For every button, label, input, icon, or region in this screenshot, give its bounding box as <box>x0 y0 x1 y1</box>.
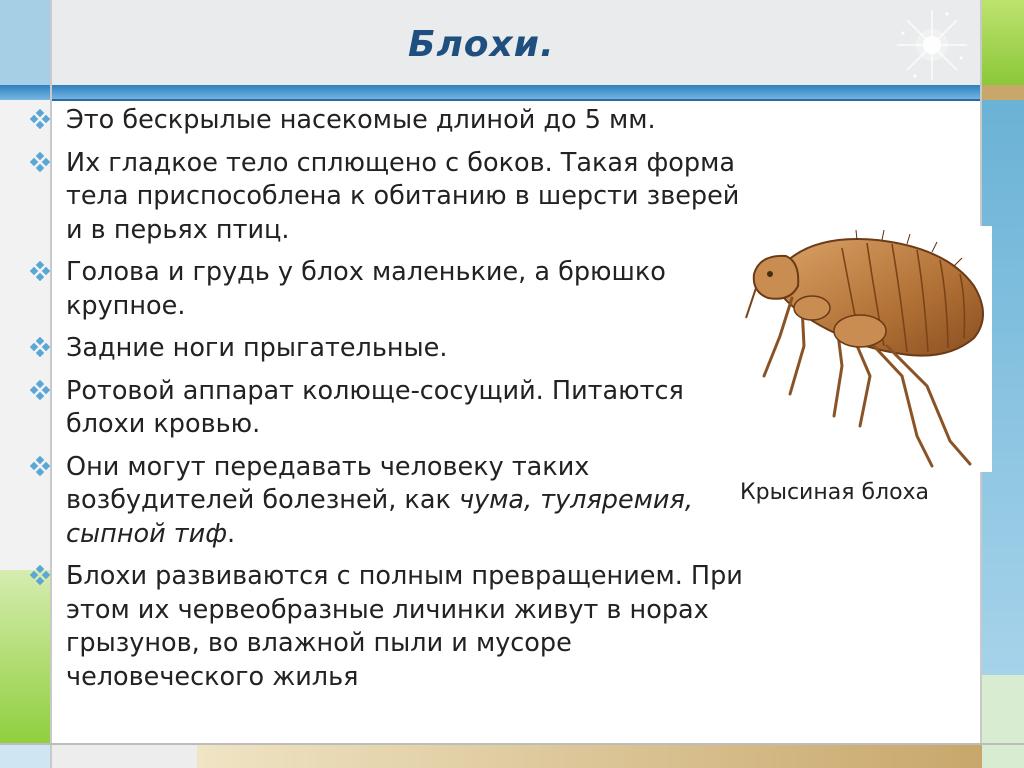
frame-bottom-right <box>197 745 982 768</box>
flea-illustration <box>742 226 992 472</box>
diamond-cluster-icon <box>30 380 50 400</box>
diamond-cluster-icon <box>30 456 50 476</box>
list-item <box>30 451 750 552</box>
bullet-text-end: . <box>227 518 236 549</box>
list-item <box>30 560 750 694</box>
title-divider-line <box>52 99 980 101</box>
bullet-text: Они могут передавать человеку таких возбудителей болезней, как <box>66 451 590 515</box>
bullet-text: Голова и грудь у блох маленькие, а брюшко крупное. <box>66 257 666 321</box>
frame-right-bottom <box>982 675 1024 768</box>
list-item <box>30 104 750 138</box>
disease-list: чума, туляремия, сыпной тиф <box>66 485 693 549</box>
frame-bottom-left <box>52 745 197 768</box>
list-item <box>30 375 750 442</box>
frame-left-base <box>0 745 50 768</box>
diamond-cluster-icon <box>30 337 50 357</box>
bullet-list <box>30 104 750 703</box>
frame-right-top <box>982 0 1024 85</box>
frame-left-top <box>0 0 50 85</box>
bullet-text: Блохи развиваются с полным превращением. При этом их червеобразные личинки живут в норах грызунов, во влажной пыли и мусоре человеческого жилья <box>66 561 743 692</box>
bullet-text: Это бескрылые насекомые длиной до 5 мм. <box>66 105 656 135</box>
slide-title: Блохи. <box>408 24 555 65</box>
list-item <box>30 147 750 248</box>
bullet-text: Их гладкое тело сплющено с боков. Такая форма тела приспособлена к обитанию в шерсти зверей и в перьях птиц. <box>66 147 740 245</box>
diamond-cluster-icon <box>30 565 50 585</box>
diamond-cluster-icon <box>30 152 50 172</box>
sparkle-star-icon <box>895 8 970 83</box>
bullet-text: Ротовой аппарат колюще-сосущий. Питаются блохи кровью. <box>66 375 684 439</box>
frame-right-accent <box>982 85 1024 100</box>
diamond-cluster-icon <box>30 109 50 129</box>
title-divider <box>0 85 982 100</box>
diamond-cluster-icon <box>30 261 50 281</box>
list-item <box>30 256 750 323</box>
image-caption: Крысиная блоха <box>740 480 930 505</box>
bullet-text: Задние ноги прыгательные. <box>66 333 448 363</box>
list-item <box>30 332 750 366</box>
